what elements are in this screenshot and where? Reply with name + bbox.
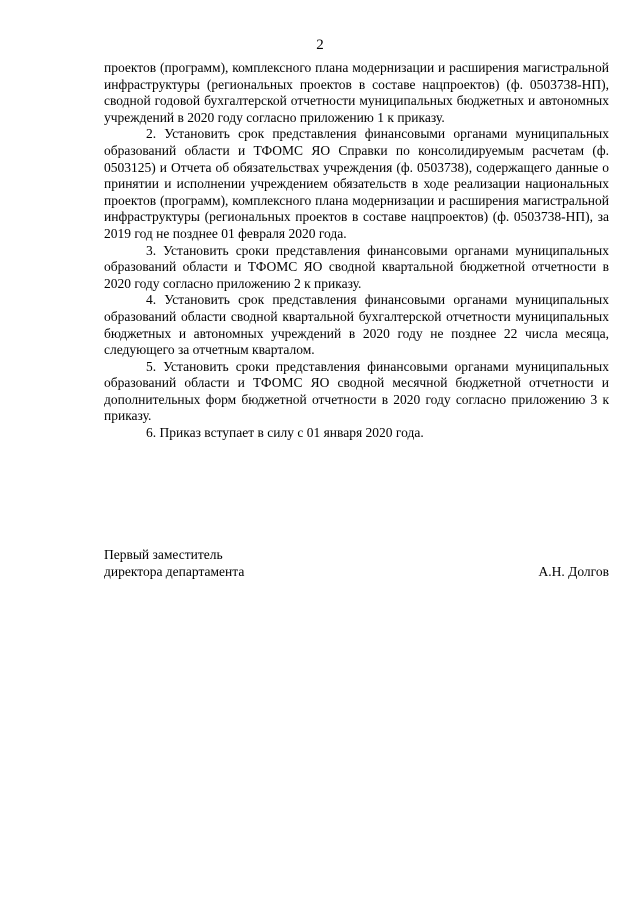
paragraph-item-5: 5. Установить сроки представления финансовыми органами муниципальных образований области и ТФОМС ЯО сводной месячной бюджетной отчетности и дополнительных форм бюджетной отчетности в 2020 году согласно приложению 3 к приказу.	[104, 358, 609, 424]
signature-line	[104, 563, 609, 580]
signatory-name: А.Н. Долгов	[538, 564, 609, 579]
signatory-position-line1: Первый заместитель	[104, 547, 223, 562]
paragraph-item-3: 3. Установить сроки представления финансовыми органами муниципальных образований области и ТФОМС ЯО сводной квартальной бюджетной отчетности в 2020 году согласно приложению 2 к приказу.	[104, 242, 609, 291]
paragraph-item-4: 4. Установить срок представления финансовыми органами муниципальных образований области сводной квартальной бухгалтерской отчетности муниципальных бюджетных и автономных учреждений в 2020 году не позднее 22 числа месяца, следующего за отчетным кварталом.	[104, 292, 609, 358]
signature-block	[104, 546, 609, 580]
paragraph-item-2: 2. Установить срок представления финансовыми органами муниципальных образований области и ТФОМС ЯО Справки по консолидируемым расчетам (ф. 0503125) и Отчета об обязательствах учреждения (ф. 0503738), содержащего данные о принятии и исполнении учреждением обязательств в ходе реализации национальных проектов (программ), комплексного плана модернизации и расширения магистральной инфраструктуры (региональных проектов в составе нацпроектов) (ф. 0503738-НП), за 2019 год не позднее 01 февраля 2020 года.	[104, 126, 609, 241]
document-body	[104, 60, 609, 442]
paragraph-item-6: 6. Приказ вступает в силу с 01 января 2020 года.	[146, 425, 424, 441]
signatory-position-line2: директора департамента	[104, 564, 245, 579]
page-number: 2	[316, 37, 324, 53]
paragraph-continuation: проектов (программ), комплексного плана модернизации и расширения магистральной инфраструктуры (региональных проектов в составе нацпроектов) (ф. 0503738-НП), сводной годовой бухгалтерской отчетности муниципальных бюджетных и автономных учреждений в 2020 году согласно приложению 1 к приказу.	[104, 60, 609, 125]
